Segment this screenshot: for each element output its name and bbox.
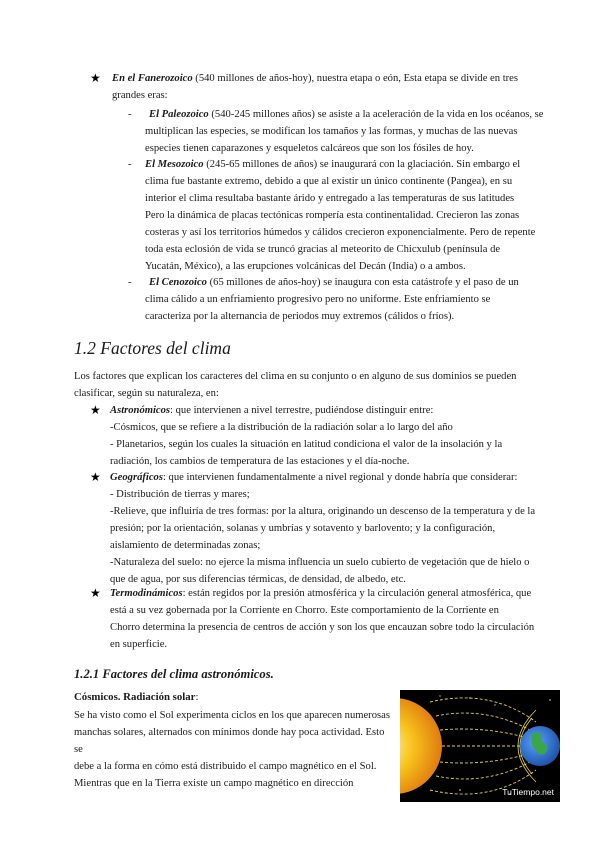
- era-line: caracteriza por la alternancia de periodos muy extremos (cálidos o fríos).: [145, 311, 455, 322]
- factor-line: Chorro determina la presencia de centros de acción y son los que encauzan sobre todo la circulación: [110, 622, 535, 633]
- bullet-star-icon: ★: [90, 470, 101, 484]
- bullet-star-icon: ★: [90, 403, 101, 417]
- era-line: clima cálido a un enfriamiento progresivo pero no uniforme. Este enfriamiento se: [145, 294, 491, 305]
- fanerozoico-text-2: grandes eras:: [112, 90, 168, 101]
- factor-line: presión; por la orientación, solanas y umbrías y sotavento y barlovento; y la configuración,: [110, 523, 496, 534]
- factor-title: Astronómicos: [110, 405, 171, 416]
- list-dash: -: [128, 109, 132, 120]
- fanerozoico-text: (540 millones de años-hoy), nuestra etapa o eón, Esta etapa se divide en tres: [192, 73, 519, 84]
- factor-line: - Distribución de tierras y mares;: [110, 489, 250, 500]
- cosmicos-line: debe a la forma en cómo está distribuido el campo magnético en el Sol.: [74, 761, 377, 772]
- image-caption: TuTiempo.net: [502, 787, 554, 797]
- factor-termodinamicos: [110, 585, 550, 653]
- list-dash: -: [128, 159, 132, 170]
- factor-text: : que intervienen a nivel terrestre, pudiéndose distinguir entre:: [170, 405, 434, 416]
- era-mesozoico: [145, 156, 545, 275]
- factor-line: que de agua, por sus diferencias térmicas, de densidad, de albedo, etc.: [110, 574, 406, 585]
- factor-astronomicos: [110, 402, 550, 470]
- era-line: Pero la dinámica de placas tectónicas rompería esta continentalidad. Crecieron las zonas: [145, 210, 520, 221]
- factor-title: Geográficos: [110, 472, 163, 483]
- factor-title: Termodinámicos: [110, 588, 183, 599]
- list-dash: -: [128, 277, 132, 288]
- era-line: interior el clima resultaba bastante árido y entregado a las temperaturas de sus latitudes: [145, 193, 515, 204]
- era-line: toda esta eclosión de vida se truncó gracias al meteorito de Chicxulub (península de: [145, 244, 501, 255]
- era-title: El Cenozoico: [149, 277, 207, 288]
- era-title: El Paleozoico: [149, 109, 209, 120]
- bullet-star-icon: ★: [90, 71, 101, 85]
- factor-geograficos: [110, 469, 550, 588]
- era-line: (65 millones de años-hoy) se inaugura con esta catástrofe y el paso de un: [206, 277, 519, 288]
- era-line: especies tienen caparazones y esqueletos calcáreos que son los fósiles de hoy.: [145, 143, 474, 154]
- cosmicos-line: manchas solares, alternados con mínimos donde hay poca actividad. Esto se: [74, 727, 385, 755]
- fanerozoico-paragraph: [112, 70, 532, 104]
- era-line: costeras y así los territorios húmedos y cálidos crecieron exponencialmente. Pero de repente: [145, 227, 536, 238]
- era-line: clima fue bastante extremo, debido a que al existir un único continente (Pangea), en su: [145, 176, 513, 187]
- cosmicos-title: Cósmicos. Radiación solar: [74, 691, 196, 703]
- sun-icon: [400, 698, 442, 794]
- factor-line: aislamiento de determinadas zonas;: [110, 540, 261, 551]
- era-paleozoico: [145, 106, 545, 157]
- cosmicos-heading: [74, 689, 198, 706]
- cosmicos-line: Se ha visto como el Sol experimenta ciclos en los que aparecen numerosas: [74, 710, 390, 721]
- factor-line: en superficie.: [110, 639, 168, 650]
- factor-line: -Cósmicos, que se refiere a la distribución de la radiación solar a lo largo del año: [110, 422, 453, 433]
- bullet-star-icon: ★: [90, 586, 101, 600]
- era-cenozoico: [145, 274, 545, 325]
- intro-line: Los factores que explican los caracteres del clima en su conjunto o en alguno de sus dominios se pueden: [74, 371, 517, 382]
- sun-earth-magnetic-field-image: [400, 690, 560, 802]
- factor-line: -Naturaleza del suelo: no ejerce la misma influencia un suelo cubierto de vegetación que de hielo o: [110, 557, 530, 568]
- factor-line: radiación, los cambios de temperatura de las estaciones y el día-noche.: [110, 456, 410, 467]
- era-line: (540-245 millones años) se asiste a la aceleración de la vida en los océanos, se: [208, 109, 544, 120]
- cosmicos-colon: :: [195, 691, 199, 703]
- section-heading: 1.2 Factores del clima: [74, 338, 231, 358]
- section-intro: [74, 368, 544, 402]
- factor-line: está a su vez gobernada por la Corriente en Chorro. Este comportamiento de la Corriente en: [110, 605, 499, 616]
- factor-text: : que intervienen fundamentalmente a nivel regional y donde habría que considerar:: [162, 472, 518, 483]
- cosmicos-line: Mientras que en la Tierra existe un campo magnético en dirección: [74, 778, 354, 789]
- era-line: Yucatán, México), a las erupciones volcánicas del Decán (India) o a ambos.: [145, 261, 466, 272]
- factor-text: : están regidos por la presión atmosférica y la circulación general atmosférica, que: [182, 588, 532, 599]
- factor-line: -Relieve, que influiría de tres formas: por la altura, originando un descenso de la temperatura y de la: [110, 506, 536, 517]
- era-line: multiplican las especies, se modifican los tamaños y las formas, y muchas de las nuevas: [145, 126, 518, 137]
- era-title: El Mesozoico: [145, 159, 204, 170]
- fanerozoico-title: En el Fanerozoico: [112, 73, 193, 84]
- factor-line: - Planetarios, según los cuales la situación en latitud condiciona el valor de la insolación y la: [110, 439, 503, 450]
- era-line: (245-65 millones de años) se inaugurará con la glaciación. Sin embargo el: [203, 159, 521, 170]
- intro-line: clasificar, según su naturaleza, en:: [74, 388, 219, 399]
- cosmicos-paragraph: [74, 707, 394, 792]
- sun-earth-illustration: [400, 690, 560, 802]
- subsection-heading: 1.2.1 Factores del clima astronómicos.: [74, 667, 274, 681]
